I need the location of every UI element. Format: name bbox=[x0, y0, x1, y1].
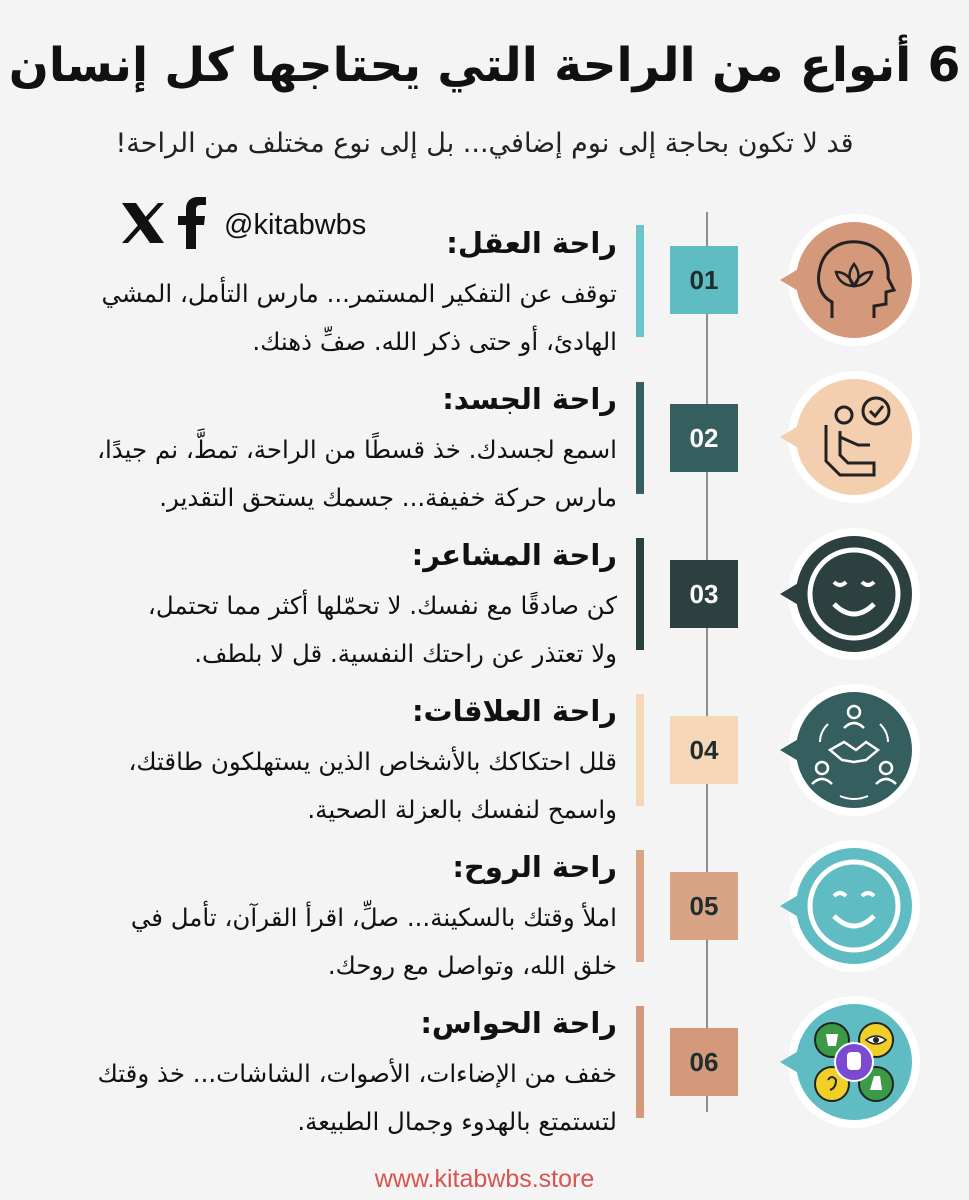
section-line: قلل احتكاكك بالأشخاص الذين يستهلكون طاقتك، bbox=[128, 747, 617, 776]
page-title: 6 أنواع من الراحة التي يحتاجها كل إنسان bbox=[8, 38, 961, 93]
section-bar bbox=[636, 850, 644, 962]
smile-face-icon bbox=[770, 836, 920, 976]
section-title: راحة العقل: bbox=[446, 226, 617, 260]
section-bar bbox=[636, 538, 644, 650]
section-body bbox=[47, 894, 617, 990]
social-handle[interactable]: @kitabwbs bbox=[224, 208, 367, 241]
head-lotus-icon bbox=[770, 210, 920, 350]
relaxing-person-icon bbox=[770, 367, 920, 507]
section-body bbox=[47, 582, 617, 678]
section-number: 01 bbox=[670, 246, 738, 314]
handshake-people-icon bbox=[770, 680, 920, 820]
section-bar bbox=[636, 694, 644, 806]
section-line: خفف من الإضاءات، الأصوات، الشاشات... خذ وقتك bbox=[97, 1059, 617, 1088]
section-title: راحة العلاقات: bbox=[411, 694, 617, 728]
section-body bbox=[47, 426, 617, 522]
senses-icon bbox=[770, 992, 920, 1132]
section-line: خلق الله، وتواصل مع روحك. bbox=[327, 951, 617, 980]
section-bar bbox=[636, 1006, 644, 1118]
section-bar bbox=[636, 382, 644, 494]
section-line: الهادئ، أو حتى ذكر الله. صفِّ ذهنك. bbox=[252, 327, 617, 356]
section-line: واسمح لنفسك بالعزلة الصحية. bbox=[307, 795, 617, 824]
section-number: 03 bbox=[670, 560, 738, 628]
social-links bbox=[118, 195, 366, 255]
section-number: 02 bbox=[670, 404, 738, 472]
section-line: مارس حركة خفيفة... جسمك يستحق التقدير. bbox=[159, 483, 617, 512]
section-line: املأ وقتك بالسكينة... صلِّ، اقرأ القرآن، تأمل في bbox=[130, 903, 617, 932]
section-line: لتستمتع بالهدوء وجمال الطبيعة. bbox=[297, 1107, 617, 1136]
timeline-line bbox=[706, 212, 708, 1112]
section-title: راحة الروح: bbox=[452, 850, 617, 884]
x-icon[interactable] bbox=[118, 199, 168, 251]
facebook-icon[interactable] bbox=[176, 197, 208, 253]
section-number: 06 bbox=[670, 1028, 738, 1096]
section-line: اسمع لجسدك. خذ قسطًا من الراحة، تمطَّ، نم جيدًا، bbox=[97, 435, 617, 464]
section-title: راحة الحواس: bbox=[420, 1006, 617, 1040]
section-body bbox=[47, 1050, 617, 1146]
section-body bbox=[47, 270, 617, 366]
section-bar bbox=[636, 225, 644, 337]
section-body bbox=[47, 738, 617, 834]
section-title: راحة الجسد: bbox=[442, 382, 617, 416]
section-line: ولا تعتذر عن راحتك النفسية. قل لا بلطف. bbox=[194, 639, 617, 668]
section-number: 04 bbox=[670, 716, 738, 784]
section-title: راحة المشاعر: bbox=[411, 538, 617, 572]
calm-face-icon bbox=[770, 524, 920, 664]
page-subtitle: قد لا تكون بحاجة إلى نوم إضافي... بل إلى نوع مختلف من الراحة! bbox=[115, 128, 854, 159]
section-line: توقف عن التفكير المستمر... مارس التأمل، المشي bbox=[101, 279, 617, 308]
section-line: كن صادقًا مع نفسك. لا تحمّلها أكثر مما تحتمل، bbox=[147, 591, 617, 620]
section-number: 05 bbox=[670, 872, 738, 940]
website-link[interactable]: www.kitabwbs.store bbox=[374, 1165, 595, 1193]
